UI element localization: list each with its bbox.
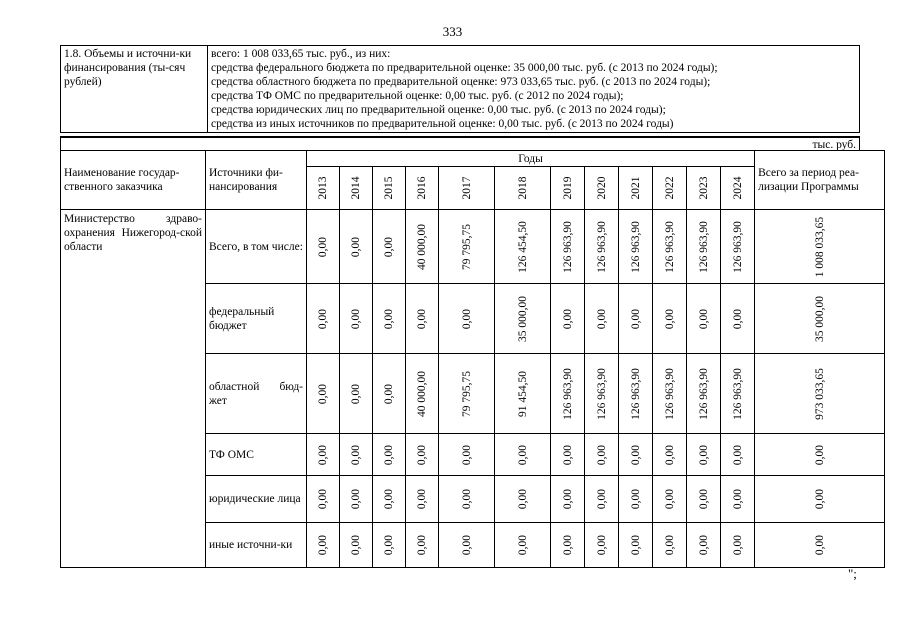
year-value-cell	[307, 434, 340, 476]
year-value-cell	[307, 476, 340, 523]
year-header	[653, 167, 687, 210]
year-value: 126 963,90	[561, 220, 574, 273]
year-value: 126 963,90	[595, 367, 608, 420]
year-header	[439, 167, 495, 210]
year-value: 0,00	[350, 488, 362, 510]
year-value-cell	[495, 434, 551, 476]
header-customer: Наименование государ-ственного заказчика	[61, 151, 206, 210]
year-value-cell	[495, 476, 551, 523]
year-value-cell	[495, 210, 551, 284]
year-label: 2017	[460, 176, 473, 200]
year-value-cell	[653, 284, 687, 354]
year-value-cell	[340, 354, 373, 434]
year-value: 126 963,90	[697, 220, 710, 273]
year-value: 126 963,90	[697, 367, 710, 420]
funding-table	[60, 150, 885, 568]
table-body	[61, 210, 885, 568]
year-value-cell	[406, 354, 439, 434]
year-value: 0,00	[629, 488, 642, 510]
year-value: 0,00	[697, 488, 710, 510]
year-value-cell	[495, 523, 551, 568]
year-value-cell	[373, 284, 406, 354]
year-value: 0,00	[317, 488, 329, 510]
year-value: 0,00	[663, 308, 676, 329]
year-value: 0,00	[561, 488, 574, 510]
funding-source: юридические лица	[206, 476, 307, 523]
summary-line: средства ТФ ОМС по предварительной оценке: 0,00 тыс. руб. (с 2012 по 2024 годы);	[211, 90, 624, 102]
year-label: 2018	[516, 176, 529, 200]
year-header	[619, 167, 653, 210]
year-value-cell	[551, 210, 585, 284]
year-value: 0,00	[383, 236, 395, 257]
year-header	[307, 167, 340, 210]
year-header	[373, 167, 406, 210]
year-value: 0,00	[460, 534, 473, 556]
year-value: 0,00	[383, 444, 395, 465]
year-value: 0,00	[317, 236, 329, 257]
total-value: 1 008 033,65	[813, 216, 826, 277]
summary-table	[60, 45, 860, 133]
total-value: 35 000,00	[813, 295, 826, 342]
year-value-cell	[340, 476, 373, 523]
year-value-cell	[406, 284, 439, 354]
year-value: 0,00	[697, 308, 710, 329]
funding-source: областной бюд-жет	[206, 354, 307, 434]
summary-label: 1.8. Объемы и источни-ки финансирования (ты-сяч рублей)	[61, 46, 208, 133]
year-value-cell	[619, 523, 653, 568]
year-label: 2020	[595, 176, 608, 200]
year-value-cell	[721, 210, 755, 284]
year-value-cell	[687, 523, 721, 568]
year-value: 126 963,90	[595, 220, 608, 273]
total-cell	[755, 523, 885, 568]
year-value: 0,00	[629, 308, 642, 329]
year-value: 0,00	[317, 444, 329, 465]
year-value: 126 963,90	[731, 220, 744, 273]
year-value: 126 963,90	[629, 220, 642, 273]
total-cell	[755, 476, 885, 523]
year-value-cell	[551, 354, 585, 434]
summary-line: средства областного бюджета по предварительной оценке: 973 033,65 тыс. руб. (с 2013 по 2024 годы);	[211, 76, 711, 88]
year-header	[406, 167, 439, 210]
year-value: 0,00	[731, 308, 744, 329]
year-value-cell	[439, 434, 495, 476]
year-value: 0,00	[416, 488, 428, 510]
year-value-cell	[495, 284, 551, 354]
year-header	[687, 167, 721, 210]
year-value-cell	[721, 434, 755, 476]
year-value-cell	[551, 523, 585, 568]
year-value-cell	[653, 476, 687, 523]
page-number: 333	[442, 24, 463, 39]
year-value-cell	[307, 284, 340, 354]
year-value-cell	[721, 523, 755, 568]
year-value: 0,00	[697, 534, 710, 556]
year-label: 2014	[350, 176, 362, 200]
year-value: 79 795,75	[460, 223, 473, 270]
year-value-cell	[406, 476, 439, 523]
year-value-cell	[551, 434, 585, 476]
summary-line: средства федерального бюджета по предварительной оценке: 35 000,00 тыс. руб. (с 2013 по 2024 годы);	[211, 62, 718, 74]
year-value-cell	[687, 284, 721, 354]
year-value: 0,00	[663, 444, 676, 465]
year-value-cell	[687, 354, 721, 434]
year-value: 0,00	[516, 534, 529, 556]
year-header	[585, 167, 619, 210]
year-value-cell	[439, 354, 495, 434]
year-header	[551, 167, 585, 210]
summary-lines	[208, 46, 860, 133]
year-value-cell	[653, 523, 687, 568]
year-header	[495, 167, 551, 210]
year-value-cell	[439, 476, 495, 523]
year-value: 79 795,75	[460, 370, 473, 417]
table-row	[61, 210, 885, 284]
year-label: 2023	[697, 176, 710, 200]
year-value: 0,00	[595, 488, 608, 510]
total-value: 0,00	[813, 488, 826, 510]
year-value: 0,00	[731, 488, 744, 510]
year-value-cell	[585, 476, 619, 523]
year-value-cell	[439, 210, 495, 284]
year-value-cell	[406, 523, 439, 568]
year-label: 2019	[561, 176, 574, 200]
total-cell	[755, 354, 885, 434]
year-value-cell	[585, 210, 619, 284]
year-value: 0,00	[460, 308, 473, 329]
year-value: 0,00	[416, 444, 428, 465]
total-cell	[755, 434, 885, 476]
year-value-cell	[653, 210, 687, 284]
year-value: 126 963,90	[663, 220, 676, 273]
year-value-cell	[619, 210, 653, 284]
year-value: 0,00	[317, 383, 329, 404]
year-value-cell	[439, 284, 495, 354]
year-value: 0,00	[350, 534, 362, 556]
header-total: Всего за период реа-лизации Программы	[755, 151, 885, 210]
year-value: 0,00	[595, 444, 608, 465]
year-label: 2013	[317, 176, 329, 200]
year-value: 91 454,50	[516, 370, 529, 417]
year-value-cell	[340, 210, 373, 284]
year-value: 0,00	[629, 534, 642, 556]
year-label: 2022	[663, 176, 676, 200]
header-years: Годы	[307, 151, 755, 167]
year-value: 35 000,00	[516, 295, 529, 342]
year-value: 0,00	[383, 383, 395, 404]
year-value-cell	[585, 284, 619, 354]
year-label: 2024	[731, 176, 744, 200]
year-value: 0,00	[383, 308, 395, 329]
units-label: тыс. руб.	[60, 136, 860, 150]
year-value: 126 963,90	[561, 367, 574, 420]
year-value-cell	[373, 523, 406, 568]
total-cell	[755, 284, 885, 354]
year-value: 126 963,90	[629, 367, 642, 420]
year-value: 0,00	[595, 534, 608, 556]
header-source: Источники фи-нансирования	[206, 151, 307, 210]
year-value-cell	[687, 434, 721, 476]
total-value: 973 033,65	[813, 367, 826, 420]
year-value-cell	[653, 434, 687, 476]
summary-line: всего: 1 008 033,65 тыс. руб., из них:	[211, 48, 391, 60]
year-value: 0,00	[629, 444, 642, 465]
year-value: 0,00	[595, 308, 608, 329]
year-value: 0,00	[317, 534, 329, 556]
total-cell	[755, 210, 885, 284]
year-value-cell	[340, 284, 373, 354]
year-value-cell	[307, 210, 340, 284]
customer-name: Министерство здраво-охранения Нижегород-ской области	[61, 210, 206, 568]
year-value: 0,00	[460, 488, 473, 510]
closing-mark: ";	[848, 566, 857, 581]
year-value-cell	[307, 523, 340, 568]
year-value: 40 000,00	[416, 370, 428, 417]
year-header	[721, 167, 755, 210]
total-value: 0,00	[813, 534, 826, 556]
year-value-cell	[551, 476, 585, 523]
funding-source: Всего, в том числе:	[206, 210, 307, 284]
year-value: 0,00	[697, 444, 710, 465]
year-value: 0,00	[383, 534, 395, 556]
year-value: 0,00	[317, 308, 329, 329]
total-value: 0,00	[813, 444, 826, 465]
funding-source: иные источни-ки	[206, 523, 307, 568]
year-value-cell	[721, 284, 755, 354]
year-value: 40 000,00	[416, 223, 428, 270]
year-value: 0,00	[350, 383, 362, 404]
year-value: 0,00	[731, 444, 744, 465]
year-value: 0,00	[561, 534, 574, 556]
year-value-cell	[551, 284, 585, 354]
year-value-cell	[439, 523, 495, 568]
year-value: 0,00	[383, 488, 395, 510]
year-value-cell	[340, 523, 373, 568]
year-value: 0,00	[663, 488, 676, 510]
year-value: 126 454,50	[516, 220, 529, 273]
year-value: 0,00	[350, 308, 362, 329]
year-value-cell	[619, 476, 653, 523]
year-value: 0,00	[663, 534, 676, 556]
year-value-cell	[721, 476, 755, 523]
funding-source: ТФ ОМС	[206, 434, 307, 476]
year-header	[340, 167, 373, 210]
year-value-cell	[406, 210, 439, 284]
year-value: 0,00	[561, 308, 574, 329]
year-value: 0,00	[350, 236, 362, 257]
year-value: 0,00	[350, 444, 362, 465]
funding-source: федеральный бюджет	[206, 284, 307, 354]
year-value-cell	[687, 476, 721, 523]
year-value-cell	[373, 476, 406, 523]
year-value-cell	[619, 354, 653, 434]
year-value: 0,00	[416, 308, 428, 329]
year-value-cell	[585, 354, 619, 434]
year-value-cell	[373, 434, 406, 476]
year-value-cell	[619, 284, 653, 354]
year-value: 0,00	[416, 534, 428, 556]
year-value-cell	[653, 354, 687, 434]
year-value: 0,00	[731, 534, 744, 556]
year-value-cell	[585, 434, 619, 476]
year-label: 2016	[416, 176, 428, 200]
year-label: 2021	[629, 176, 642, 200]
year-value-cell	[340, 434, 373, 476]
year-label: 2015	[383, 176, 395, 200]
year-value-cell	[687, 210, 721, 284]
year-value-cell	[721, 354, 755, 434]
year-value-cell	[373, 354, 406, 434]
year-value: 0,00	[561, 444, 574, 465]
year-value-cell	[585, 523, 619, 568]
year-value: 126 963,90	[663, 367, 676, 420]
year-value-cell	[406, 434, 439, 476]
year-value: 0,00	[460, 444, 473, 465]
year-value-cell	[495, 354, 551, 434]
year-value: 126 963,90	[731, 367, 744, 420]
summary-line: средства из иных источников по предварительной оценке: 0,00 тыс. руб. (с 2013 по 2024 годы)	[211, 118, 674, 130]
year-value-cell	[619, 434, 653, 476]
year-value-cell	[373, 210, 406, 284]
year-value-cell	[307, 354, 340, 434]
summary-line: средства юридических лиц по предварительной оценке: 0,00 тыс. руб. (с 2013 по 2024 годы);	[211, 104, 666, 116]
year-value: 0,00	[516, 444, 529, 465]
year-value: 0,00	[516, 488, 529, 510]
